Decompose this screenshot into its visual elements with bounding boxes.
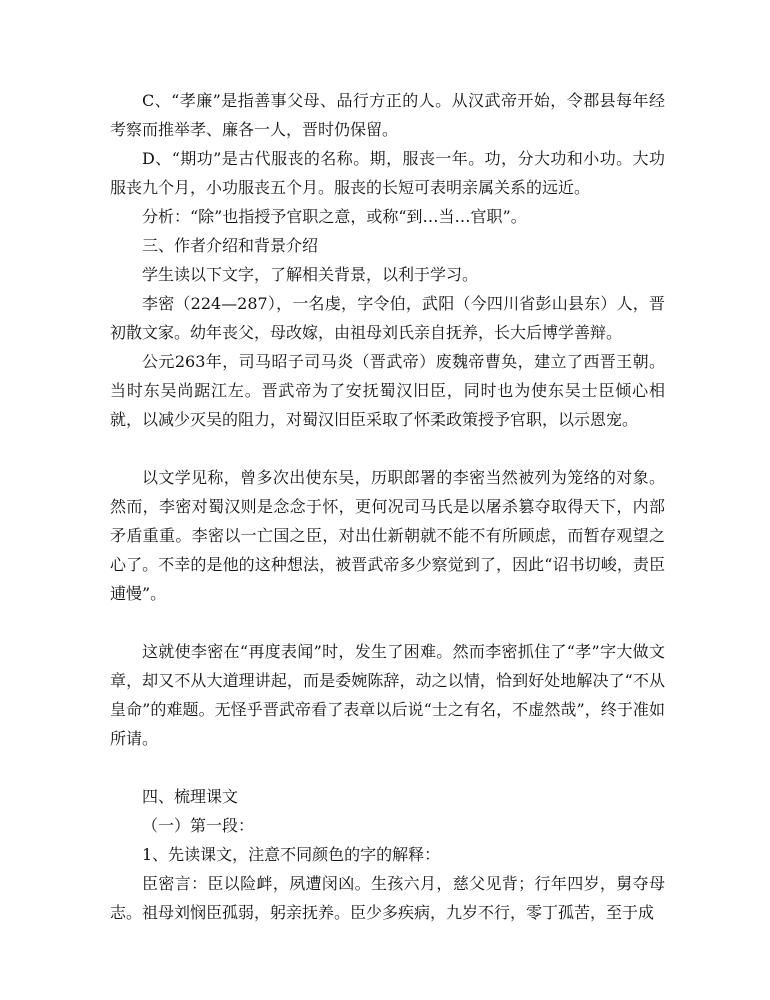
paragraph-xiaolian: C、“孝廉”是指善事父母、品行方正的人。从汉武帝开始，令郡县每年经考察而推举孝、廉各一人，晋时仍保留。 (110, 91, 665, 139)
paragraph-instruction: 学生读以下文字，了解相关背景，以利于学习。 (142, 265, 479, 284)
section-heading-author-background: 三、作者介绍和背景介绍 (142, 236, 319, 255)
paragraph-reading-task: 1、先读课文，注意不同颜色的字的解释： (142, 845, 441, 864)
paragraph-classical-text: 臣密言：臣以险衅，夙遭闵凶。生孩六月，慈父见背；行年四岁，舅夺母志。祖母刘悯臣孤弱，躬亲抚养。臣少多疾病，九岁不行，零丁孤苦，至于成 (110, 874, 665, 922)
paragraph-li-mi-situation: 以文学见称，曾多次出使东吴，历职郎署的李密当然被列为笼络的对象。然而，李密对蜀汉则是念念于怀，更何况司马氏是以屠杀篡夺取得天下，内部矛盾重重。李密以一亡国之臣，对出仕新朝就不能不有所顾虑，而暂存观望之心了。不幸的是他的这种想法，被晋武帝多少察觉到了，因此“诏书切峻，责臣逋慢”。 (110, 468, 665, 603)
section-heading-text-review: 四、梳理课文 (142, 787, 239, 806)
paragraph-author-bio: 李密（224—287），一名虔，字令伯，武阳（今四川省彭山县东）人，晋初散文家。幼年丧父，母改嫁，由祖母刘氏亲自抚养，长大后博学善辩。 (110, 294, 665, 342)
paragraph-historical-background: 公元263年，司马昭子司马炎（晋武帝）废魏帝曹奂，建立了西晋王朝。当时东吴尚踞江左。晋武帝为了安抚蜀汉旧臣，同时也为使东吴士臣倾心相就，以减少灭吴的阻力，对蜀汉旧臣采取了怀柔政策授予官职，以示恩宠。 (110, 352, 665, 429)
paragraph-memorial-strategy: 这就使李密在“再度表闻”时，发生了困难。然而李密抓住了“孝”字大做文章，却又不从大道理讲起，而是委婉陈辞，动之以情，恰到好处地解决了“不从皇命”的难题。无怪乎晋武帝看了表章以后说“士之有名，不虚然哉”，终于准如所请。 (110, 642, 665, 748)
paragraph-analysis: 分析：“除”也指授予官职之意，或称“到…当…官职”。 (142, 207, 527, 226)
document-body (110, 86, 665, 927)
subheading-first-paragraph: （一）第一段： (142, 816, 255, 835)
paragraph-qigong: D、“期功”是古代服丧的名称。期，服丧一年。功，分大功和小功。大功服丧九个月，小功服丧五个月。服丧的长短可表明亲属关系的远近。 (110, 149, 665, 197)
